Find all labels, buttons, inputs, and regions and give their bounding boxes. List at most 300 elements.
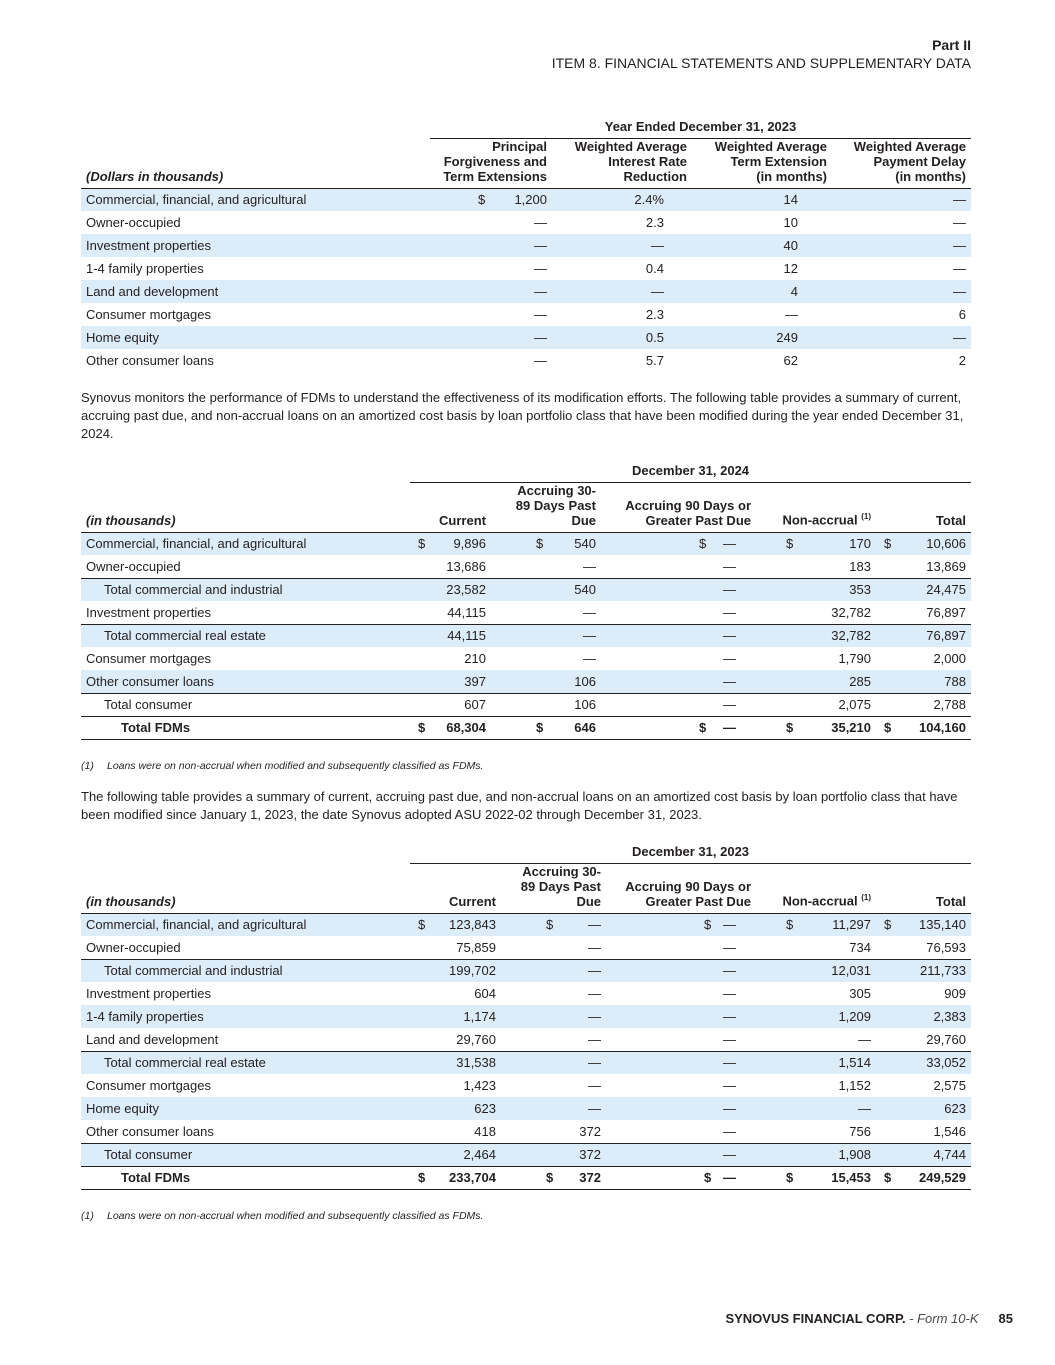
header-line: (in months) [895, 168, 966, 184]
value: — [723, 1009, 736, 1024]
accruing-30-89-value [501, 1051, 606, 1074]
value: 540 [574, 582, 596, 598]
paragraph-fdm-since-adoption: The following table provides a summary of current, accruing past due, and non-accrual loans on an amortized cost basis by loan portfolio class that have been modified since January 1, 2023, the date Synovus adopted ASU 2022-02 through December 31, 2023. [81, 789, 958, 822]
current-value [410, 555, 491, 578]
value: 1,200 [514, 192, 547, 208]
principal-forgiveness-value [430, 188, 552, 211]
value: 372 [579, 1147, 601, 1162]
value: 1,152 [838, 1078, 871, 1093]
row-name: Owner-occupied [86, 215, 181, 230]
table-row [81, 280, 971, 303]
row-name: Investment properties [86, 604, 212, 620]
total-value [876, 1028, 971, 1051]
non-accrual-value [756, 1120, 876, 1143]
accruing-90-value [601, 716, 756, 739]
part-label: Part II [932, 37, 971, 53]
value: 35,210 [831, 720, 871, 735]
accruing-90-value [606, 1097, 756, 1120]
current-value [410, 1097, 501, 1120]
interest-rate-reduction-value: — [552, 280, 692, 303]
value: 29,760 [926, 1031, 966, 1047]
total-row [81, 716, 971, 739]
subtotal-row [81, 693, 971, 716]
value: 33,052 [926, 1055, 966, 1071]
total-value [876, 647, 971, 670]
accruing-90-value [601, 578, 756, 601]
row-name: Investment properties [86, 986, 212, 1001]
table-period-row [81, 116, 971, 138]
current-value [410, 1143, 501, 1166]
value: — [723, 1031, 736, 1047]
currency-symbol: $ [704, 1170, 712, 1185]
table-period-row [81, 460, 971, 482]
current-value [410, 647, 491, 670]
row-name: Total commercial and industrial [81, 959, 410, 982]
value: 305 [849, 986, 871, 1001]
value: 106 [574, 697, 596, 712]
non-accrual-header [756, 482, 876, 532]
value: 2,788 [933, 697, 966, 712]
subtotal-row [81, 1051, 971, 1074]
currency-symbol: $ [699, 536, 707, 552]
table-row [81, 303, 971, 326]
table-row [81, 670, 971, 693]
payment-delay-value: — [953, 261, 966, 276]
header-line: Accruing 90 Days or [625, 878, 751, 894]
total-row [81, 1166, 971, 1189]
row-name: Land and development [81, 280, 430, 303]
payment-delay-header [832, 138, 971, 188]
value: — [588, 1009, 601, 1024]
total-value [876, 959, 971, 982]
accruing-90-value [606, 936, 756, 959]
term-extension-value: — [785, 307, 798, 322]
total-value [876, 913, 971, 936]
principal-forgiveness-value [430, 234, 552, 257]
total-value [876, 1051, 971, 1074]
non-accrual-value [756, 693, 876, 716]
currency-symbol: $ [884, 1170, 892, 1185]
interest-rate-reduction-value: 2.3 [645, 307, 664, 322]
value: 788 [944, 673, 966, 689]
value: 623 [944, 1101, 966, 1116]
value: 170 [849, 536, 871, 552]
payment-delay-value: — [953, 215, 966, 230]
value: 76,593 [926, 939, 966, 955]
value: 24,475 [926, 582, 966, 598]
non-accrual-value [756, 555, 876, 578]
footnote-number: (1) [81, 1210, 94, 1222]
interest-rate-reduction-value: 0.4 [645, 261, 664, 276]
value: 32,782 [831, 628, 871, 644]
value: 10,606 [926, 536, 966, 552]
row-name: Total commercial real estate [81, 1051, 410, 1074]
accruing-30-89-value [491, 624, 601, 647]
current-value [410, 716, 491, 739]
principal-forgiveness-value [430, 280, 552, 303]
accruing-30-89-value [501, 982, 606, 1005]
value: — [583, 604, 596, 620]
current-value [410, 1005, 501, 1028]
value: 249,529 [919, 1170, 966, 1185]
table-row [81, 257, 971, 280]
accruing-90-value [601, 555, 756, 578]
total-value [876, 1074, 971, 1097]
row-label-header: (in thousands) [81, 482, 410, 532]
column-header-row [81, 863, 971, 913]
term-extension-value: 14 [692, 188, 832, 211]
value: 12,031 [831, 963, 871, 979]
currency-symbol: $ [786, 536, 794, 552]
header-line: Payment Delay [873, 153, 966, 169]
accruing-30-89-value [501, 936, 606, 959]
value: — [723, 1123, 736, 1139]
current-value [410, 532, 491, 555]
total-value [876, 1005, 971, 1028]
footnote-ref: (1) [861, 893, 871, 903]
table-row [81, 349, 971, 372]
value: 353 [849, 582, 871, 598]
currency-symbol: $ [786, 720, 794, 735]
payment-delay-value: 2 [958, 353, 966, 368]
subtotal-row [81, 1143, 971, 1166]
value: 2,464 [463, 1147, 496, 1162]
accruing-90-value [601, 624, 756, 647]
payment-delay-value: — [832, 188, 971, 211]
header-line: Weighted Average [714, 138, 827, 154]
accruing-30-89-value [501, 1028, 606, 1051]
term-extension-value: 12 [783, 261, 798, 276]
total-value [876, 555, 971, 578]
value: 76,897 [926, 628, 966, 644]
value: — [723, 939, 736, 955]
period-header: Year Ended December 31, 2023 [430, 116, 971, 138]
current-value [410, 982, 501, 1005]
value: 135,140 [919, 917, 966, 933]
accruing-90-value [606, 982, 756, 1005]
currency-symbol: $ [786, 1170, 794, 1185]
value: — [723, 1147, 736, 1162]
non-accrual-value [756, 532, 876, 555]
value: — [588, 1078, 601, 1093]
non-accrual-value [756, 716, 876, 739]
footnote-number: (1) [81, 760, 94, 772]
row-name: Total commercial real estate [81, 624, 410, 647]
total-value [876, 982, 971, 1005]
principal-forgiveness-value [430, 257, 552, 280]
table-row [81, 234, 971, 257]
value: — [723, 1078, 736, 1093]
value: — [588, 1101, 601, 1116]
accruing-90-value [601, 601, 756, 624]
accruing-30-89-value [491, 670, 601, 693]
value: 646 [574, 720, 596, 735]
header-line: Due [571, 512, 596, 528]
accruing-30-89-header [491, 482, 601, 532]
interest-rate-reduction-value: 2.3 [645, 215, 664, 230]
header-line: Accruing 30- [522, 863, 601, 879]
accruing-90-value [606, 1166, 756, 1189]
value: 607 [464, 697, 486, 712]
header-line: Term Extension [730, 153, 827, 169]
value: — [588, 963, 601, 979]
value: 32,782 [831, 604, 871, 620]
current-value [410, 959, 501, 982]
value: — [858, 1031, 871, 1047]
currency-symbol: $ [884, 720, 892, 735]
table-row [81, 555, 971, 578]
value: 106 [574, 673, 596, 689]
non-accrual-value [756, 1051, 876, 1074]
value: 29,760 [456, 1031, 496, 1047]
value: 76,897 [926, 604, 966, 620]
value: 210 [464, 651, 486, 666]
value: 123,843 [449, 917, 496, 933]
value: 372 [579, 1123, 601, 1139]
value: 397 [464, 673, 486, 689]
value: — [583, 558, 596, 574]
value: — [723, 604, 736, 620]
period-header: December 31, 2024 [410, 460, 971, 482]
fdm-2024-aging-table [81, 460, 971, 740]
term-extension-value: 40 [692, 234, 832, 257]
value: 13,869 [926, 558, 966, 574]
non-accrual-value [756, 670, 876, 693]
subtotal-row [81, 959, 971, 982]
value: — [534, 238, 547, 253]
value: — [534, 353, 547, 368]
footnote-1-second [81, 1210, 483, 1222]
total-value [876, 936, 971, 959]
value: 211,733 [919, 963, 966, 979]
value: 44,115 [447, 628, 486, 644]
non-accrual-value [756, 959, 876, 982]
non-accrual-value [756, 982, 876, 1005]
value: — [723, 673, 736, 689]
row-name: Consumer mortgages [86, 651, 211, 666]
header-line: Greater Past Due [645, 893, 751, 909]
accruing-30-89-value [501, 1074, 606, 1097]
value: 2,000 [933, 651, 966, 666]
row-name: Commercial, financial, and agricultural [81, 532, 410, 555]
value: 418 [474, 1123, 496, 1139]
current-value [410, 1120, 501, 1143]
currency-symbol: $ [699, 720, 707, 735]
header-line: Greater Past Due [645, 512, 751, 528]
accruing-90-value [606, 959, 756, 982]
value: — [723, 697, 736, 712]
interest-rate-reduction-value: 2.4% [552, 188, 692, 211]
term-extension-value: 4 [692, 280, 832, 303]
form-name: - Form 10-K [905, 1311, 979, 1326]
non-accrual-value [756, 1097, 876, 1120]
non-accrual-value [756, 1028, 876, 1051]
value: — [723, 963, 736, 979]
total-value [876, 578, 971, 601]
row-name: 1-4 family properties [81, 1005, 410, 1028]
value: — [588, 917, 601, 933]
accruing-90-header [606, 863, 756, 913]
value: 1,790 [838, 651, 871, 666]
value: 23,582 [446, 582, 486, 598]
non-accrual-value [756, 624, 876, 647]
value: 104,160 [919, 720, 966, 735]
current-value [410, 936, 501, 959]
accruing-30-89-value [501, 1097, 606, 1120]
accruing-30-89-value [491, 647, 601, 670]
accruing-30-89-value [501, 1005, 606, 1028]
row-name: Owner-occupied [86, 558, 181, 574]
value: — [588, 1055, 601, 1071]
value: 1,546 [933, 1123, 966, 1139]
table-period-row [81, 841, 971, 863]
row-name: Total commercial and industrial [81, 578, 410, 601]
header-line: Forgiveness and [443, 153, 547, 169]
total-value [876, 624, 971, 647]
header-line: Interest Rate [608, 153, 687, 169]
interest-rate-reduction-value: 0.5 [552, 326, 692, 349]
value: 372 [579, 1170, 601, 1185]
currency-symbol: $ [418, 720, 426, 735]
table-row [81, 1074, 971, 1097]
value: 2,575 [933, 1078, 966, 1093]
value: — [723, 917, 736, 933]
non-accrual-value [756, 1143, 876, 1166]
row-name: Total FDMs [81, 1166, 410, 1189]
footnote-1 [81, 760, 483, 772]
page-header [552, 36, 971, 72]
value: — [534, 330, 547, 345]
value: 540 [574, 536, 596, 552]
current-value [410, 578, 491, 601]
accruing-30-89-header [501, 863, 606, 913]
table-row [81, 188, 971, 211]
accruing-90-value [601, 670, 756, 693]
principal-forgiveness-value [430, 211, 552, 234]
current-header: Current [410, 863, 501, 913]
currency-symbol: $ [786, 917, 794, 933]
total-value [876, 693, 971, 716]
header-line: Principal [492, 138, 547, 154]
value: — [583, 628, 596, 644]
value: — [723, 1170, 736, 1185]
principal-forgiveness-value [430, 349, 552, 372]
paragraph-fdm-performance: Synovus monitors the performance of FDMs to understand the effectiveness of its modification efforts. The following table provides a summary of current, accruing past due, and non-accrual loans on an amortized cost basis by loan portfolio class that have been modified during the year ended December 31, 2024. [81, 390, 964, 441]
interest-rate-reduction-header [552, 138, 692, 188]
current-value [410, 1074, 501, 1097]
principal-forgiveness-header [430, 138, 552, 188]
total-value [876, 532, 971, 555]
accruing-30-89-value [491, 532, 601, 555]
value: — [723, 1101, 736, 1116]
value: — [858, 1101, 871, 1116]
accruing-30-89-value [491, 601, 601, 624]
accruing-30-89-value [501, 913, 606, 936]
value: — [534, 307, 547, 322]
accruing-90-header [601, 482, 756, 532]
current-value [410, 670, 491, 693]
accruing-30-89-value [491, 555, 601, 578]
table-row [81, 1120, 971, 1143]
currency-symbol: $ [546, 1170, 554, 1185]
payment-delay-value: 6 [958, 307, 966, 322]
accruing-30-89-value [501, 1143, 606, 1166]
term-extension-value: 62 [783, 353, 798, 368]
non-accrual-value [756, 1166, 876, 1189]
accruing-30-89-value [491, 578, 601, 601]
current-value [410, 1051, 501, 1074]
value: — [723, 536, 736, 552]
row-name: Commercial, financial, and agricultural [81, 188, 430, 211]
row-name: Investment properties [81, 234, 430, 257]
value: — [723, 628, 736, 644]
value: 1,514 [838, 1055, 871, 1071]
row-name: Commercial, financial, and agricultural [81, 913, 410, 936]
header-line: 89 Days Past [515, 497, 596, 513]
accruing-90-value [601, 647, 756, 670]
total-value [876, 1143, 971, 1166]
non-accrual-value [756, 578, 876, 601]
currency-symbol: $ [536, 536, 544, 552]
value: 13,686 [446, 558, 486, 574]
table-row [81, 601, 971, 624]
interest-rate-reduction-value: — [552, 234, 692, 257]
header-line: Due [576, 893, 601, 909]
currency-symbol: $ [884, 536, 892, 552]
value: 1,174 [463, 1009, 496, 1024]
currency-symbol: $ [704, 917, 712, 933]
value: 285 [849, 673, 871, 689]
header-line: Accruing 90 Days or [625, 497, 751, 513]
footnote-ref: (1) [861, 512, 871, 522]
row-label-header: (in thousands) [81, 863, 410, 913]
non-accrual-value [756, 913, 876, 936]
value: 1,423 [463, 1078, 496, 1093]
value: 4,744 [933, 1147, 966, 1162]
row-name: Other consumer loans [86, 1123, 214, 1139]
table-row [81, 532, 971, 555]
accruing-90-value [606, 1143, 756, 1166]
column-header-row [81, 138, 971, 188]
row-name: Home equity [81, 326, 430, 349]
non-accrual-value [756, 647, 876, 670]
currency-symbol: $ [418, 1170, 426, 1185]
value: 2,075 [838, 697, 871, 712]
fdm-2023-aging-table [81, 841, 971, 1190]
header-line: (in months) [756, 168, 827, 184]
footnote-text: Loans were on non-accrual when modified and subsequently classified as FDMs. [107, 760, 484, 772]
currency-symbol: $ [536, 720, 544, 735]
principal-forgiveness-value [430, 303, 552, 326]
value: 1,908 [838, 1147, 871, 1162]
table-row [81, 326, 971, 349]
accruing-90-value [601, 693, 756, 716]
accruing-30-89-value [491, 716, 601, 739]
value: 15,453 [831, 1170, 871, 1185]
period-header: December 31, 2023 [410, 841, 971, 863]
header-line: Weighted Average [574, 138, 687, 154]
total-value [876, 1120, 971, 1143]
accruing-90-value [606, 1028, 756, 1051]
header-line: Reduction [623, 168, 687, 184]
fdm-modification-terms-table [81, 116, 971, 372]
value: 31,538 [456, 1055, 496, 1071]
value: — [723, 651, 736, 666]
total-value [876, 1166, 971, 1189]
value: 734 [849, 939, 871, 955]
accruing-90-value [606, 1051, 756, 1074]
non-accrual-value [756, 936, 876, 959]
